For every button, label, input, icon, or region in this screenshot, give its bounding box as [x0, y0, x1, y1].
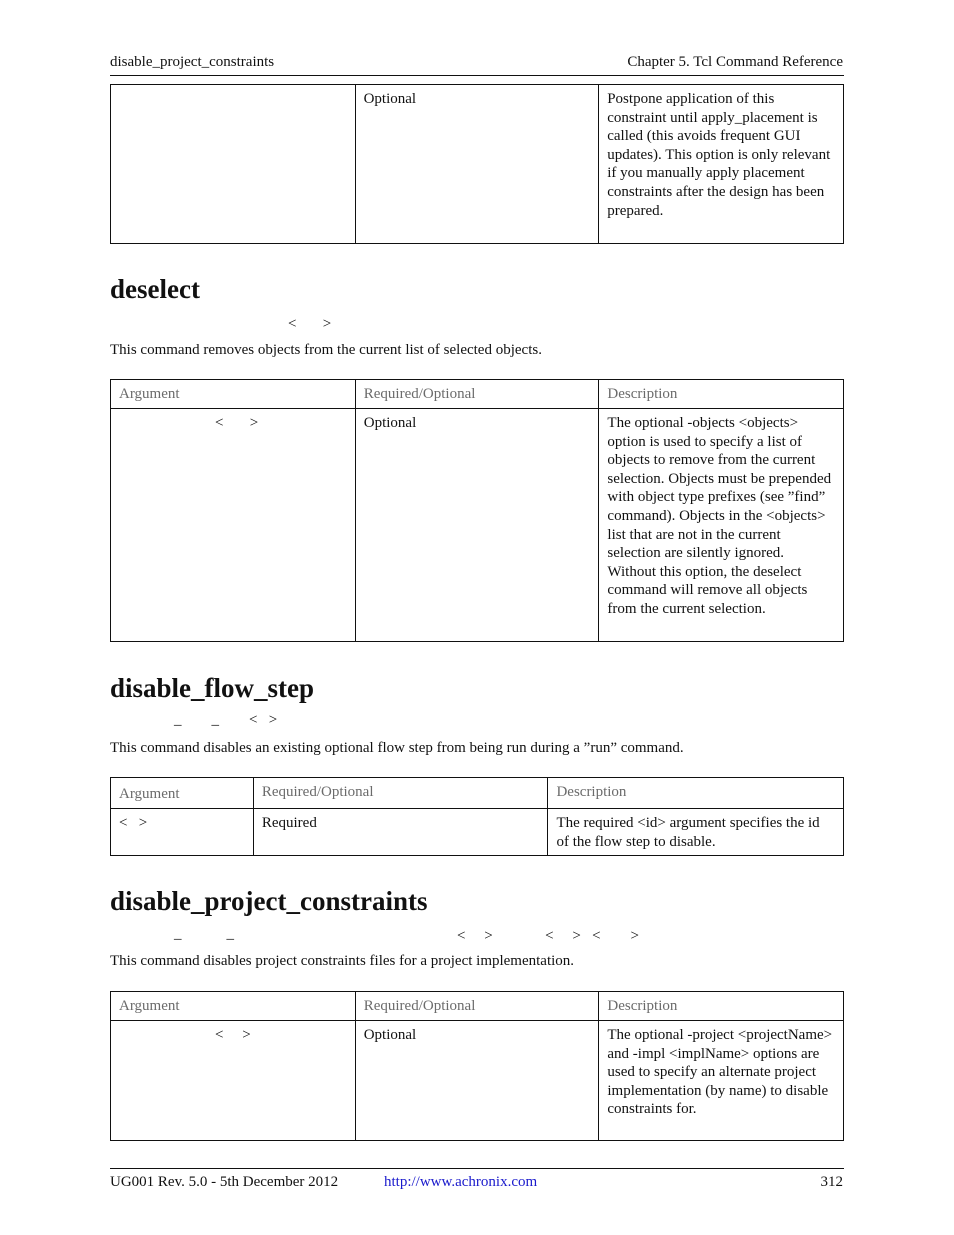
page-number: 312	[820, 1174, 843, 1190]
command-syntax: _ _ < >	[174, 712, 278, 728]
required-cell: Required	[253, 809, 548, 856]
footer-revision: UG001 Rev. 5.0 - 5th December 2012	[110, 1174, 339, 1190]
column-header-argument: Argument	[111, 380, 356, 409]
argument-table-disable-flow-step	[110, 777, 844, 856]
description-cell: The optional -project <projectName> and -impl <implName> options are used to specify an alternate project implementation (by name) to disable constraints for.	[599, 1021, 844, 1141]
table-row	[111, 409, 844, 642]
description-cell: The required <id> argument specifies the id of the flow step to disable.	[548, 809, 844, 856]
table-header-row	[111, 992, 844, 1021]
argument-table-deselect	[110, 379, 844, 642]
argument-cell: < >	[111, 1021, 356, 1141]
argument-cell	[111, 85, 356, 244]
column-header-required: Required/Optional	[355, 380, 599, 409]
column-header-required: Required/Optional	[355, 992, 599, 1021]
column-header-argument: Argument	[111, 992, 356, 1021]
description-cell: Postpone application of this constraint until apply_placement is called (this avoids frequent GUI updates). This option is only relevant if you manually apply placement constraints after the design has been prepared.	[599, 85, 844, 244]
required-cell: Optional	[355, 1021, 599, 1141]
command-description: This command removes objects from the current list of selected objects.	[110, 342, 542, 358]
command-syntax: _ _	[174, 926, 234, 942]
command-description: This command disables an existing optional flow step from being run during a ”run” command.	[110, 740, 684, 756]
section-title-disable-project-constraints: disable_project_constraints	[110, 886, 428, 916]
description-cell: The optional -objects <objects> option is used to specify a list of objects to remove from the current selection. Objects must be prepended with object type prefixes (see ”find” command). Objects in the <objects> list that are not in the current selection are silently ignored. Without this option, the deselect command will remove all objects from the current selection.	[599, 409, 844, 642]
table-header-row	[111, 380, 844, 409]
table-row	[111, 85, 844, 244]
argument-cell: < >	[111, 809, 254, 856]
footer-website-link[interactable]: http://www.achronix.com	[384, 1174, 538, 1190]
required-cell: Optional	[355, 85, 599, 244]
column-header-description: Description	[599, 992, 844, 1021]
table-row	[111, 1021, 844, 1141]
column-header-description: Description	[548, 778, 844, 809]
column-header-argument: Argument	[111, 778, 254, 809]
section-title-disable-flow-step: disable_flow_step	[110, 673, 315, 703]
argument-cell: < >	[111, 409, 356, 642]
column-header-required: Required/Optional	[253, 778, 548, 809]
command-description: This command disables project constraints files for a project implementation.	[110, 953, 575, 969]
running-header-right: Chapter 5. Tcl Command Reference	[627, 54, 843, 70]
footer-rule	[110, 1168, 844, 1169]
header-rule	[110, 75, 844, 76]
table-row	[111, 809, 844, 856]
continued-argument-table	[110, 84, 844, 244]
table-header-row	[111, 778, 844, 809]
required-cell: Optional	[355, 409, 599, 642]
command-syntax: < >	[288, 316, 332, 332]
argument-table-disable-project-constraints	[110, 991, 844, 1141]
running-header-left: disable_project_constraints	[110, 54, 275, 70]
command-syntax-arguments: < > < > < >	[457, 928, 640, 944]
column-header-description: Description	[599, 380, 844, 409]
section-title-deselect: deselect	[110, 274, 200, 304]
